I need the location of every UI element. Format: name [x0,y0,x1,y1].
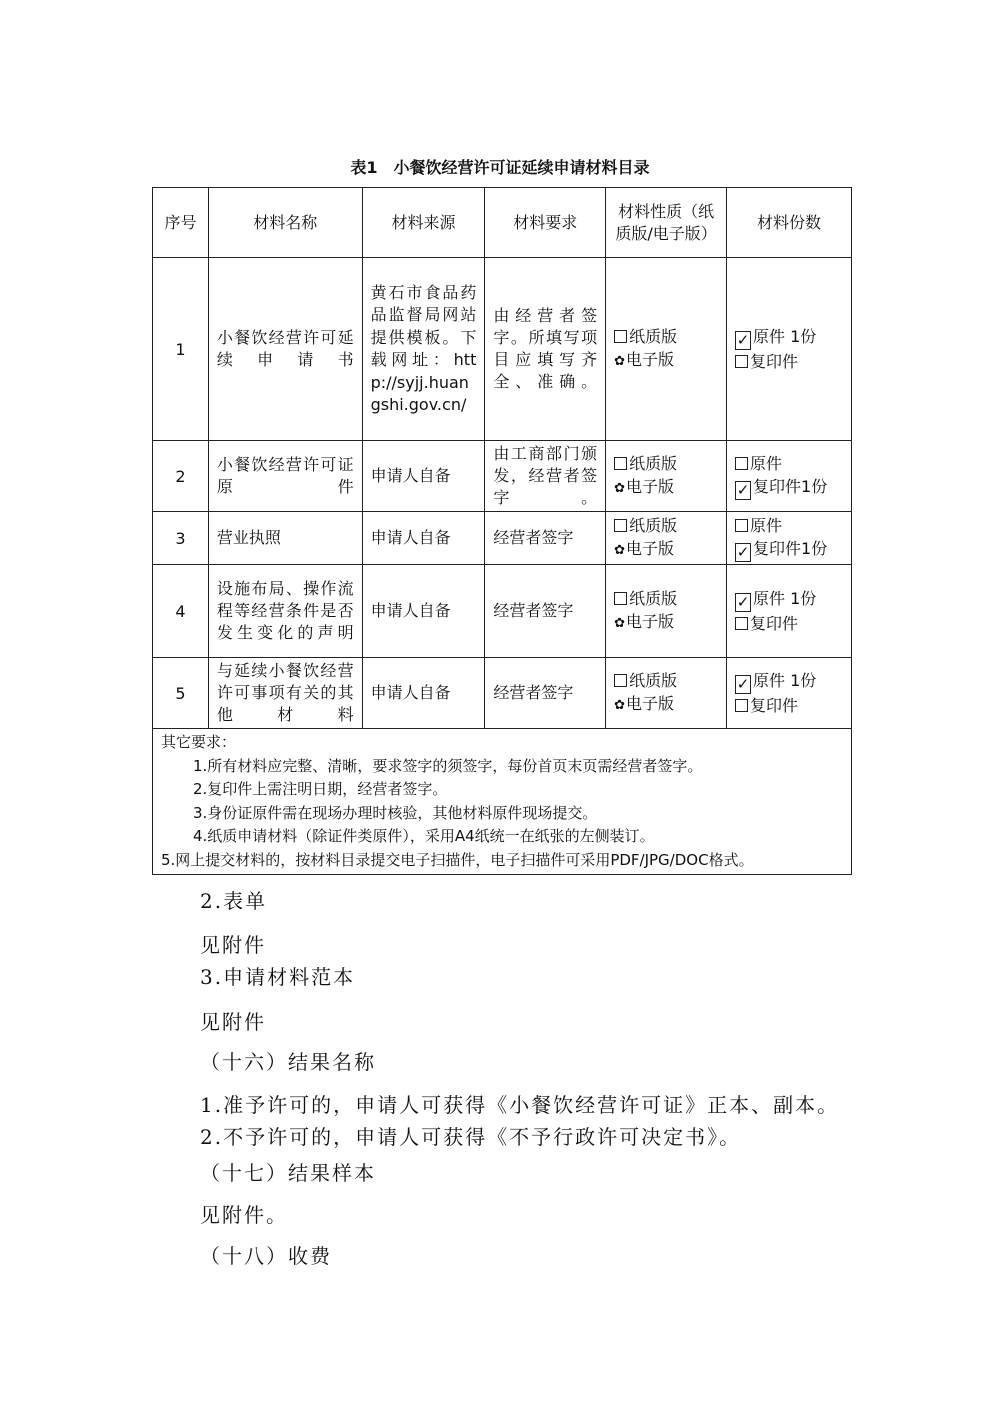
nature-paper-label: 纸质版 [629,516,678,535]
cell-requirement: 由经营者签字。所填写项目应填写齐全、准确。 [485,258,606,441]
copies-option-1[interactable] [735,452,843,475]
cell-name: 与延续小餐饮经营许可事项有关的其他材料 [208,658,362,729]
nature-paper-label: 纸质版 [629,671,678,690]
nature-paper-option[interactable] [614,669,718,692]
table-row [153,512,852,565]
cell-nature [606,658,727,729]
copies-option-2[interactable] [735,537,843,562]
nature-electronic-option[interactable] [614,610,718,635]
form-heading: 2.表单 [200,889,268,913]
header-copies: 材料份数 [727,188,852,258]
checkbox-checked-icon: ✓ [736,593,750,611]
checkbox-checked-icon: ✓ [736,481,750,499]
copies-option-1[interactable] [735,587,843,612]
copies-option-2-label: 复印件1份 [753,477,828,496]
copies-option-2-label: 复印件 [750,696,799,715]
requirement-item: 1.所有材料应完整、清晰，要求签字的须签字，每份首页末页需经营者签字。 [193,756,703,775]
result-name-item: 2.不予许可的，申请人可获得《不予行政许可决定书》。 [200,1125,742,1149]
header-source: 材料来源 [362,188,485,258]
checkbox-empty-icon [735,457,748,470]
cell-requirement: 经营者签字 [485,512,606,565]
sample-heading: 3.申请材料范本 [200,965,356,989]
cell-seq: 4 [153,565,209,658]
cell-source: 申请人自备 [362,565,485,658]
checkbox-empty-icon [614,592,627,605]
table-row [153,565,852,658]
cell-nature [606,512,727,565]
cell-source: 申请人自备 [362,658,485,729]
requirement-item: 2.复印件上需注明日期，经营者签字。 [193,780,448,798]
table-title: 表1 小餐饮经营许可证延续申请材料目录 [350,158,650,177]
cell-requirement: 由工商部门颁发，经营者签字。 [485,441,606,512]
result-sample-heading: （十七）结果样本 [200,1161,376,1185]
nature-paper-label: 纸质版 [629,589,678,608]
requirement-item: 3.身份证原件需在现场办理时核验，其他材料原件现场提交。 [193,803,598,822]
nature-paper-label: 纸质版 [629,327,678,346]
table-row [153,258,852,441]
cell-name: 小餐饮经营许可延续申请书 [208,258,362,441]
cell-copies [727,658,852,729]
checkbox-empty-icon [614,674,627,687]
cell-seq: 5 [153,658,209,729]
other-requirements-row [153,729,852,875]
copies-option-1[interactable] [735,514,843,537]
nature-paper-label: 纸质版 [629,454,678,473]
header-seq: 序号 [153,188,209,258]
copies-option-2[interactable] [735,350,843,373]
nature-electronic-option[interactable] [614,692,718,717]
cell-seq: 1 [153,258,209,441]
gear-icon: ✿ [614,481,626,496]
cell-seq: 3 [153,512,209,565]
cell-seq: 2 [153,441,209,512]
copies-option-1-label: 原件 1份 [753,671,817,690]
gear-icon: ✿ [614,616,626,631]
nature-electronic-option[interactable] [614,475,718,500]
nature-electronic-label: 电子版 [626,477,675,496]
nature-paper-option[interactable] [614,325,718,348]
nature-electronic-option[interactable] [614,348,718,373]
header-requirement: 材料要求 [485,188,606,258]
requirement-item: 4.纸质申请材料（除证件类原件），采用A4纸统一在纸张的左侧装订。 [193,827,655,845]
cell-name: 小餐饮经营许可证原件 [208,441,362,512]
cell-copies [727,565,852,658]
nature-paper-option[interactable] [614,587,718,610]
copies-option-1[interactable] [735,325,843,350]
nature-paper-option[interactable] [614,514,718,537]
sample-text: 见附件 [200,1010,266,1034]
cell-copies [727,258,852,441]
checkbox-checked-icon: ✓ [736,331,750,349]
cell-nature [606,441,727,512]
materials-table [152,187,852,875]
header-nature: 材料性质（纸质版/电子版） [606,188,727,258]
copies-option-1[interactable] [735,669,843,694]
checkbox-checked-icon: ✓ [736,675,750,693]
result-name-heading: （十六）结果名称 [200,1050,376,1074]
copies-option-2[interactable] [735,475,843,500]
checkbox-empty-icon [735,617,748,630]
nature-paper-option[interactable] [614,452,718,475]
checkbox-empty-icon [614,519,627,532]
copies-option-1-label: 原件 [750,516,783,535]
checkbox-empty-icon [735,355,748,368]
checkbox-empty-icon [614,330,627,343]
gear-icon: ✿ [614,354,626,369]
nature-electronic-label: 电子版 [626,694,675,713]
gear-icon: ✿ [614,698,626,713]
copies-option-1-label: 原件 [750,454,783,473]
cell-name: 设施布局、操作流程等经营条件是否发生变化的声明 [208,565,362,658]
nature-electronic-label: 电子版 [626,612,675,631]
copies-option-2[interactable] [735,694,843,717]
copies-option-1-label: 原件 1份 [753,327,817,346]
table-row [153,441,852,512]
copies-option-1-label: 原件 1份 [753,589,817,608]
nature-electronic-label: 电子版 [626,539,675,558]
requirement-item [129,849,843,873]
copies-option-2-label: 复印件1份 [753,539,828,558]
cell-copies [727,441,852,512]
fee-heading: （十八）收费 [200,1244,332,1268]
result-sample-text: 见附件。 [200,1203,288,1227]
header-name: 材料名称 [208,188,362,258]
nature-electronic-option[interactable] [614,537,718,562]
table-header-row [153,188,852,258]
cell-copies [727,512,852,565]
checkbox-checked-icon: ✓ [736,543,750,561]
result-name-item: 1.准予许可的，申请人可获得《小餐饮经营许可证》正本、副本。 [200,1093,840,1117]
copies-option-2[interactable] [735,612,843,635]
cell-source: 黄石市食品药品监督局网站提供模板。下载网址：http://syjj.huangshi.gov.cn/ [362,258,485,441]
checkbox-empty-icon [735,519,748,532]
form-text: 见附件 [200,933,266,957]
cell-source: 申请人自备 [362,441,485,512]
nature-electronic-label: 电子版 [626,350,675,369]
checkbox-empty-icon [735,699,748,712]
copies-option-2-label: 复印件 [750,352,799,371]
table-row [153,658,852,729]
cell-nature [606,565,727,658]
cell-requirement: 经营者签字 [485,565,606,658]
cell-nature [606,258,727,441]
other-requirements-heading: 其它要求： [161,733,237,751]
cell-requirement: 经营者签字 [485,658,606,729]
copies-option-2-label: 复印件 [750,614,799,633]
cell-source: 申请人自备 [362,512,485,565]
cell-name: 营业执照 [208,512,362,565]
requirement-item-text: 5.网上提交材料的，按材料目录提交电子扫描件，电子扫描件可采用PDF/JPG/DOC格式。 [161,850,754,869]
gear-icon: ✿ [614,543,626,558]
checkbox-empty-icon [614,457,627,470]
other-requirements [153,729,852,875]
